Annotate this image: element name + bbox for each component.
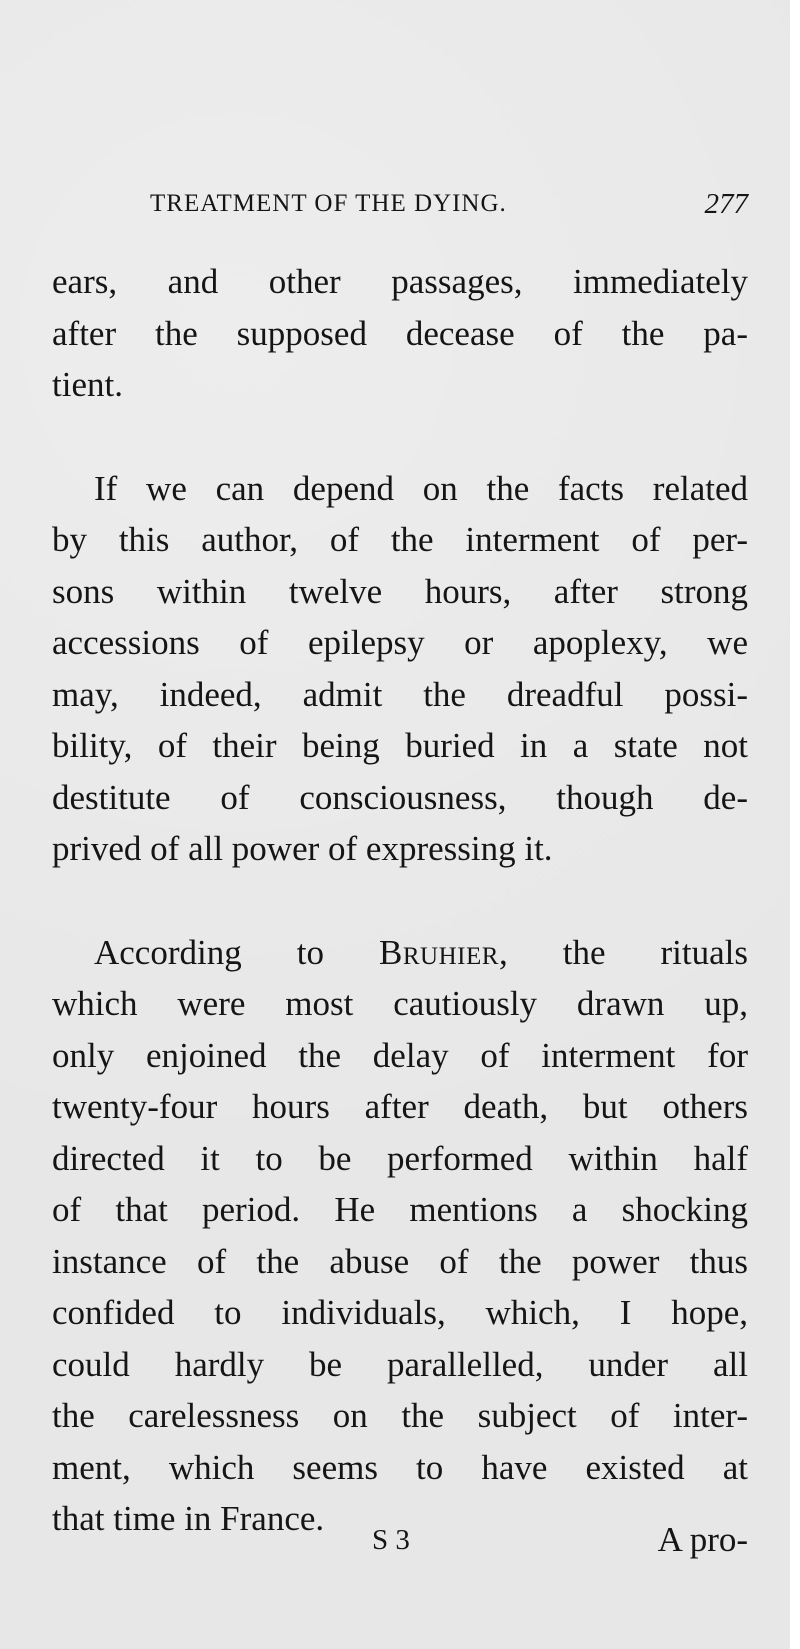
text-line [52,927,748,979]
body-text [52,256,748,1545]
text-line: only enjoined the delay of interment for [52,1035,748,1075]
page-footer [52,1515,748,1565]
text-line: bility, of their being buried in a state not [52,726,748,765]
text-line: confided to individuals, which, I hope, [52,1293,748,1332]
text-line: instance of the abuse of the power thus [52,1241,748,1281]
paragraph-gap [52,411,748,463]
page-number: 277 [704,188,748,220]
text-line: could hardly be parallelled, under all [52,1344,748,1384]
text-fragment: , the rituals [498,932,748,972]
text-line: the carelessness on the subject of inter- [52,1396,748,1435]
text-line: accessions of epilepsy or apoplexy, we [52,623,748,662]
page-header [150,184,748,224]
paragraph [52,256,748,411]
text-line: If we can depend on the facts related [94,468,748,508]
text-line: may, indeed, admit the dreadful possi- [52,674,748,714]
text-line: tient. [52,365,123,404]
text-line: twenty-four hours after death, but others [52,1087,748,1126]
catchword: A pro- [657,1520,748,1559]
text-line: that time in France. [52,1499,325,1538]
text-line: by this author, of the interment of per- [52,520,748,559]
author-name: Bruhier [379,932,499,972]
text-line: of that period. He mentions a shocking [52,1190,748,1229]
text-line: directed it to be performed within half [52,1138,748,1178]
paragraph [52,927,748,1545]
text-line: after the supposed decease of the pa- [52,313,748,353]
text-line: which were most cautiously drawn up, [52,984,748,1023]
paragraph-gap [52,875,748,927]
running-title: TREATMENT OF THE DYING. [150,190,507,217]
text-fragment: According to [94,932,380,972]
text-line: sons within twelve hours, after strong [52,571,748,611]
text-line: destitute of consciousness, though de- [52,777,748,817]
page-edge [790,0,800,1649]
text-line: prived of all power of expressing it. [52,829,553,868]
text-line: ears, and other passages, immediately [52,262,748,301]
paragraph [52,463,748,875]
text-line: ment, which seems to have existed at [52,1447,748,1487]
signature-mark: S 3 [372,1524,410,1556]
